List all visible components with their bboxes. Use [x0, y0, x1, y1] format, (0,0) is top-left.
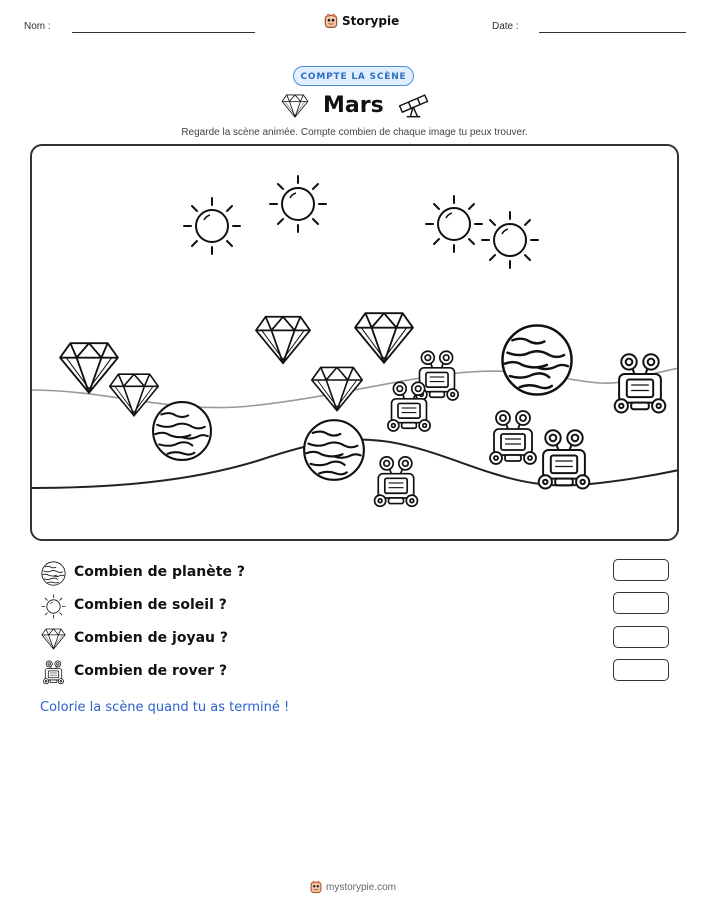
- answer-box-sun[interactable]: [613, 592, 669, 614]
- count-scene: [30, 144, 679, 541]
- footer-link[interactable]: mystorypie.com: [326, 882, 397, 893]
- rover-2: [388, 382, 430, 431]
- rover-5: [539, 430, 590, 488]
- instructions: Regarde la scène animée. Compte combien de chaque image tu peux trouver.: [181, 127, 528, 138]
- answer-box-rover[interactable]: [613, 659, 669, 681]
- name-label: Nom :: [24, 21, 51, 32]
- page-title: Mars: [323, 93, 384, 118]
- sun-2: [270, 176, 326, 232]
- answer-box-gem[interactable]: [613, 626, 669, 648]
- sun-icon: [41, 594, 66, 619]
- question-sun: Combien de soleil ?: [74, 597, 227, 613]
- sun-1: [184, 198, 240, 254]
- scene-drawing: [30, 144, 679, 541]
- brand-name: Storypie: [342, 14, 400, 28]
- planet-2: [304, 420, 364, 480]
- date-field[interactable]: [539, 32, 686, 33]
- rover-4: [490, 411, 536, 464]
- gem-3: [256, 317, 310, 363]
- planet-icon: [41, 561, 66, 586]
- gem-2: [110, 374, 159, 416]
- sun-3: [426, 196, 482, 252]
- name-field[interactable]: [72, 32, 255, 33]
- gem-icon: [281, 94, 309, 118]
- planet-1: [153, 402, 211, 460]
- color-instruction: Colorie la scène quand tu as terminé !: [40, 700, 290, 715]
- gem-5: [312, 367, 362, 410]
- activity-badge: COMPTE LA SCÈNE: [293, 66, 414, 86]
- rover-3: [615, 354, 666, 412]
- gem-4: [355, 313, 413, 363]
- rover-icon: [42, 660, 65, 686]
- brand-logo: [323, 13, 399, 29]
- sun-4: [482, 212, 538, 268]
- gem-1: [60, 343, 118, 393]
- date-label: Date :: [492, 21, 519, 32]
- question-planet: Combien de planète ?: [74, 564, 245, 580]
- gem-icon: [41, 628, 66, 650]
- question-rover: Combien de rover ?: [74, 663, 228, 679]
- rover-6: [375, 457, 418, 506]
- answer-box-planet[interactable]: [613, 559, 669, 581]
- storypie-logo-icon: [323, 13, 339, 29]
- telescope-icon: [396, 91, 432, 119]
- storypie-logo-icon: [309, 880, 323, 894]
- question-gem: Combien de joyau ?: [74, 630, 228, 646]
- planet-3: [502, 325, 571, 394]
